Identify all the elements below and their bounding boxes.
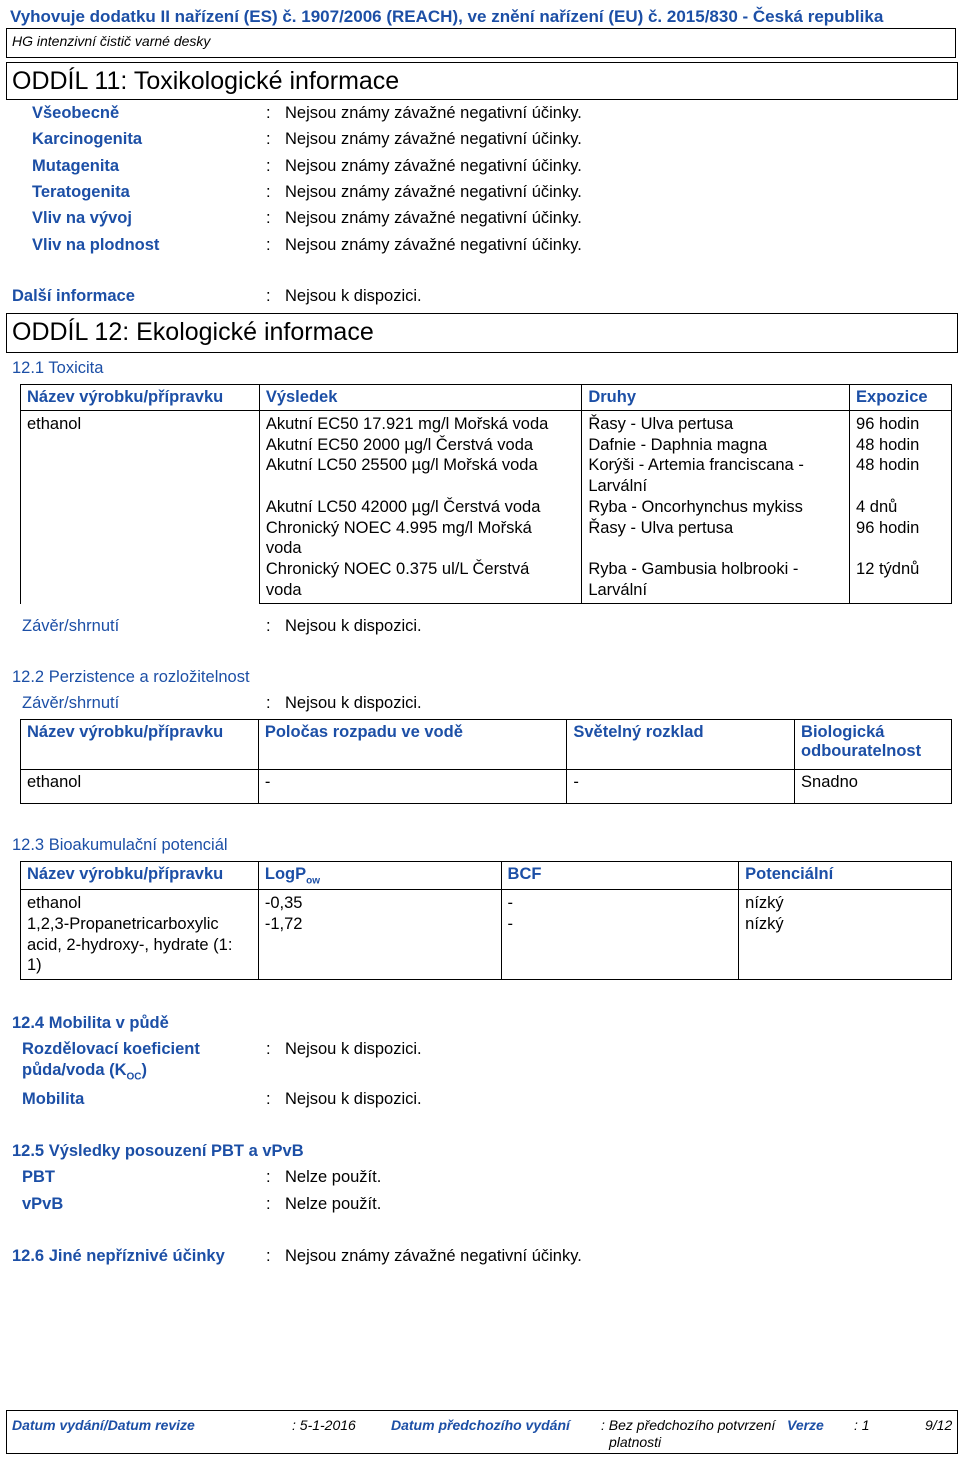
toxicity-table	[20, 384, 952, 604]
column-header: Název výrobku/přípravku	[21, 720, 259, 770]
pbt-label: PBT	[22, 1168, 55, 1186]
result-line	[266, 476, 576, 497]
summary-value: Nejsou k dispozici.	[285, 617, 422, 635]
colon: :	[266, 694, 271, 712]
column-header: Biologická odbouratelnost	[795, 720, 952, 770]
bcf-value: -	[507, 915, 514, 933]
result-line: Akutní EC50 2000 µg/l Čerstvá voda	[265, 435, 534, 454]
toxicology-row-label: Karcinogenita	[32, 130, 143, 148]
table-row	[21, 890, 952, 980]
vpvb-label: vPvB	[22, 1195, 64, 1213]
column-header: Expozice	[850, 385, 952, 411]
result-line: Akutní LC50 25500 µg/l Mořská voda	[265, 456, 538, 475]
logp-value: -0,35	[264, 894, 303, 913]
bcf-value: -	[507, 894, 514, 913]
summary-label: Závěr/shrnutí	[22, 617, 120, 635]
species-line: Řasy - Ulva pertusa	[588, 518, 734, 537]
column-header: Název výrobku/přípravku	[21, 385, 260, 411]
toxicology-row-value: Nejsou známy závažné negativní účinky.	[285, 130, 582, 148]
further-info-label: Další informace	[12, 287, 135, 305]
species-line: Korýši - Artemia franciscana -	[588, 456, 804, 475]
issue-date-label: Datum vydání/Datum revize	[12, 1417, 195, 1433]
table-cell: -	[258, 770, 567, 804]
bioaccumulation-heading: 12.3 Bioakumulační potenciál	[12, 836, 228, 854]
toxicology-row-label: Teratogenita	[32, 183, 130, 201]
colon: :	[266, 157, 271, 175]
logp-cell	[258, 890, 501, 980]
toxicology-row-label: Mutagenita	[32, 157, 120, 175]
pbt-value: Nelze použít.	[285, 1168, 382, 1186]
table-row	[21, 411, 952, 604]
column-header: Druhy	[582, 385, 850, 411]
pbt-heading: 12.5 Výsledky posouzení PBT a vPvB	[12, 1142, 304, 1160]
colon: :	[266, 1247, 271, 1265]
koc-label-close: )	[141, 1061, 148, 1079]
table-header-row	[21, 720, 952, 770]
colon: :	[266, 130, 271, 148]
exposure-line: 48 hodin	[856, 435, 920, 454]
colon: :	[266, 617, 271, 635]
potential-value: nízký	[745, 915, 784, 933]
toxicology-row-label: Všeobecně	[32, 104, 120, 122]
previous-issue-value: : Bez předchozího potvrzení	[601, 1417, 776, 1433]
toxicology-row-value: Nejsou známy závažné negativní účinky.	[285, 183, 582, 201]
summary-value: Nejsou k dispozici.	[285, 694, 422, 712]
exposure-line: 48 hodin	[856, 456, 920, 475]
colon: :	[266, 104, 271, 122]
koc-label-line1: Rozdělovací koeficient	[22, 1040, 200, 1058]
result-cell	[259, 411, 582, 604]
logp-value: -1,72	[264, 915, 303, 933]
colon: :	[266, 1090, 271, 1108]
exposure-line	[856, 538, 945, 559]
species-line: Řasy - Ulva pertusa	[588, 415, 734, 433]
page-number: 9/12	[925, 1417, 953, 1433]
koc-label-line2	[22, 1061, 147, 1082]
logp-label: LogP	[264, 865, 307, 883]
column-header: Poločas rozpadu ve vodě	[258, 720, 567, 770]
section-12-title: ODDÍL 12: Ekologické informace	[12, 318, 374, 346]
toxicology-row-value: Nejsou známy závažné negativní účinky.	[285, 209, 582, 227]
column-header: Výsledek	[259, 385, 582, 411]
version-label: Verze	[787, 1417, 824, 1433]
column-header: Světelný rozklad	[567, 720, 795, 770]
mobility-value: Nejsou k dispozici.	[285, 1090, 422, 1108]
species-line: Ryba - Oncorhynchus mykiss	[588, 497, 803, 516]
other-effects-value: Nejsou známy závažné negativní účinky.	[285, 1247, 582, 1265]
species-line: Dafnie - Daphnia magna	[588, 435, 768, 454]
product-cell	[21, 411, 260, 604]
column-header	[258, 862, 501, 890]
persistence-heading: 12.2 Perzistence a rozložitelnost	[12, 668, 250, 686]
summary-label: Závěr/shrnutí	[22, 694, 120, 712]
colon: :	[266, 236, 271, 254]
potential-cell	[739, 890, 952, 980]
persistence-table	[20, 719, 952, 804]
product-name: ethanol	[27, 415, 82, 433]
column-header: Název výrobku/přípravku	[21, 862, 259, 890]
result-line: Chronický NOEC 4.995 mg/l Mořská	[265, 518, 532, 537]
toxicology-row-value: Nejsou známy závažné negativní účinky.	[285, 157, 582, 175]
koc-label-text: půda/voda (K	[22, 1061, 127, 1079]
result-line: voda	[265, 539, 302, 558]
table-cell: ethanol	[21, 770, 259, 804]
mobility-label: Mobilita	[22, 1090, 85, 1108]
toxicity-heading: 12.1 Toxicita	[12, 359, 104, 377]
column-header: BCF	[501, 862, 739, 890]
other-effects-heading: 12.6 Jiné nepříznivé účinky	[12, 1247, 225, 1265]
product-line: 1)	[27, 956, 42, 975]
result-line: Chronický NOEC 0.375 ul/L Čerstvá	[265, 559, 530, 578]
result-line: Akutní EC50 17.921 mg/l Mořská voda	[265, 415, 549, 433]
colon: :	[266, 1195, 271, 1213]
species-line: Larvální	[588, 477, 648, 496]
colon: :	[266, 287, 271, 305]
species-line: Larvální	[588, 580, 648, 599]
exposure-cell	[850, 411, 952, 604]
toxicology-row-label: Vliv na plodnost	[32, 236, 160, 254]
further-info-value: Nejsou k dispozici.	[285, 287, 422, 305]
exposure-line: 4 dnů	[856, 497, 898, 516]
colon: :	[266, 209, 271, 227]
toxicology-row-value: Nejsou známy závažné negativní účinky.	[285, 236, 582, 254]
product-cell	[21, 890, 259, 980]
species-line: Ryba - Gambusia holbrooki -	[588, 559, 799, 578]
logp-subscript: ow	[306, 875, 320, 887]
vpvb-value: Nelze použít.	[285, 1195, 382, 1213]
species-cell	[582, 411, 850, 604]
bcf-cell	[501, 890, 739, 980]
issue-date-value: : 5-1-2016	[292, 1417, 356, 1433]
product-line: acid, 2-hydroxy-, hydrate (1:	[27, 935, 233, 954]
mobility-heading: 12.4 Mobilita v půdě	[12, 1014, 169, 1032]
exposure-line	[856, 580, 945, 601]
colon: :	[266, 1168, 271, 1186]
table-cell: -	[567, 770, 795, 804]
species-line	[588, 538, 843, 559]
bioaccumulation-table	[20, 861, 952, 980]
table-header-row	[21, 385, 952, 411]
toxicology-row-value: Nejsou známy závažné negativní účinky.	[285, 104, 582, 122]
table-header-row	[21, 862, 952, 890]
column-header: Potenciální	[739, 862, 952, 890]
product-name: HG intenzivní čistič varné desky	[12, 33, 211, 49]
document-regulation-title: Vyhovuje dodatku II nařízení (ES) č. 1907/2006 (REACH), ve znění nařízení (EU) č. 2015/830 - Česká republika	[10, 7, 884, 26]
product-line: 1,2,3-Propanetricarboxylic	[27, 915, 219, 933]
result-line: Akutní LC50 42000 µg/l Čerstvá voda	[265, 497, 541, 516]
koc-value: Nejsou k dispozici.	[285, 1040, 422, 1058]
previous-issue-value-line2: platnosti	[609, 1434, 662, 1450]
exposure-line: 96 hodin	[856, 518, 920, 537]
table-row	[21, 770, 952, 804]
table-cell: Snadno	[795, 770, 952, 804]
toxicology-row-label: Vliv na vývoj	[32, 209, 132, 227]
exposure-line: 12 týdnů	[856, 559, 920, 578]
result-line: voda	[265, 580, 302, 599]
previous-issue-label: Datum předchozího vydání	[391, 1417, 570, 1433]
colon: :	[266, 183, 271, 201]
version-value: : 1	[854, 1417, 870, 1433]
exposure-line	[856, 476, 945, 497]
koc-subscript: OC	[126, 1071, 142, 1083]
section-11-title: ODDÍL 11: Toxikologické informace	[12, 67, 400, 95]
colon: :	[266, 1040, 271, 1058]
exposure-line: 96 hodin	[856, 415, 920, 433]
potential-value: nízký	[745, 894, 784, 913]
product-line: ethanol	[27, 894, 82, 913]
